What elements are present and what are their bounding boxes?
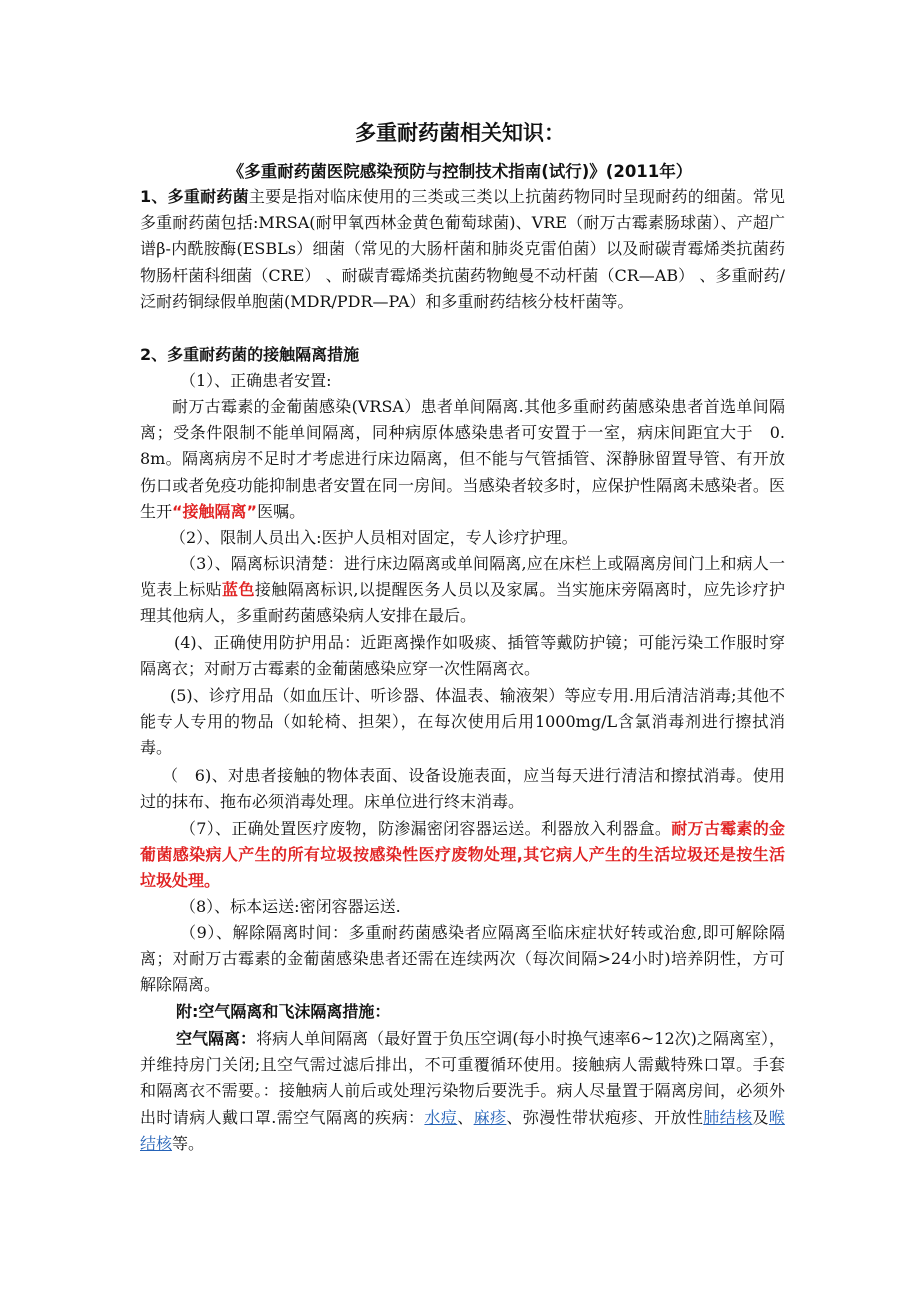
item-5-paragraph: (5)、诊疗用品（如血压计、听诊器、体温表、输液架）等应专用.用后清洁消毒;其他不能专人专用的物品（如轮椅、担架），在每次使用后用1000mg/L含氯消毒剂进行擦拭消毒。 [140,686,785,758]
link-varicella[interactable]: 水痘 [424,1107,458,1127]
item-7-text: （7）、正确处置医疗废物，防渗漏密闭容器运送。利器放入利器盒。 [180,819,672,838]
item-2-paragraph: （2）、限制人员出入:医护人员相对固定，专人诊疗护理。 [170,528,578,547]
item-3-text-end: 接触隔离标识,以提醒医务人员以及家属。当实施床旁隔离时，应先诊疗护理其他病人，多重耐药菌感染病人安排在最后。 [140,580,785,626]
section-2-heading: 2、多重耐药菌的接触隔离措施 [140,345,360,364]
air-isolation-text: 将病人单间隔离（最好置于负压空调(每小时换气速率6~12次)之隔离室），并维持房门关闭;且空气需过滤后排出，不可重覆循环使用。接触病人需戴特殊口罩。手套和隔离衣不需要。：接触病人前后或处理污染物后要洗手。病人尽量置于隔离房间，必须外出时请病人戴口罩.需空气隔离的疾病： [140,1029,785,1127]
separator: 、 [457,1107,474,1127]
air-isolation-end: 等。 [172,1133,205,1153]
conjunction: 及 [752,1107,769,1127]
item-7-paragraph [140,816,785,895]
link-measles[interactable]: 麻疹 [473,1107,507,1127]
air-isolation-text-mid: 、弥漫性带状疱疹、开放性 [506,1107,704,1127]
air-isolation-label: 空气隔离： [176,1029,257,1048]
item-4-paragraph: (4)、正确使用防护用品：近距离操作如吸痰、插管等戴防护镜；可能污染工作服时穿隔离衣；对耐万古霉素的金葡菌感染应穿一次性隔离衣。 [140,633,785,679]
link-laryngeal-tuberculosis[interactable]: 喉结核 [140,1107,785,1153]
item-3-text: （3）、隔离标识清楚：进行床边隔离或单间隔离,应在床栏上或隔离房间门上和病人一览表上标贴 [140,554,785,600]
item-1-highlight: “接触隔离” [172,501,258,521]
item-7-highlight: 耐万古霉素的金葡菌感染病人产生的所有垃圾按感染性医疗废物处理,其它病人产生的生活垃圾还是按生活垃圾处理。 [140,819,785,891]
item-8-paragraph: （8）、标本运送:密闭容器运送. [180,897,401,916]
section-1-paragraph [140,184,785,315]
item-6-paragraph: （ 6)、对患者接触的物体表面、设备设施表面，应当每天进行清洁和擦拭消毒。使用过的抹布、拖布必须消毒处理。床单位进行终末消毒。 [140,766,785,812]
page-title: 多重耐药菌相关知识： [355,121,565,145]
item-9-paragraph: （9）、解除隔离时间：多重耐药菌感染者应隔离至临床症状好转或治愈,即可解除隔离；对耐万古霉素的金葡菌感染患者还需在连续两次（每次间隔>24小时)培养阴性，方可解除隔离。 [140,923,785,995]
item-3-paragraph [140,551,785,630]
link-tuberculosis[interactable]: 肺结核 [703,1107,753,1127]
section-1-heading: 1、多重耐药菌 [140,187,249,206]
item-3-highlight: 蓝色 [222,580,255,600]
item-1-text: 耐万古霉素的金葡菌感染(VRSA）患者单间隔离.其他多重耐药菌感染患者首选单间隔离；受条件限制不能单间隔离，同种病原体感染患者可安置于一室，病床间距宜大于 0. 8m。隔离病房不足时才考虑进行床边隔离，但不能与气管插管、深静脉留置导管、有开放伤口或者免疫功能抑制患者安置在同一房间。当感染者较多时，应保护性隔离未感染者。医生开 [140,397,802,521]
appendix-heading: 附:空气隔离和飞沫隔离措施： [176,1002,391,1021]
page-subtitle: 《多重耐药菌医院感染预防与控制技术指南(试行)》(2011年） [227,162,693,181]
section-1-text: 主要是指对临床使用的三类或三类以上抗菌药物同时呈现耐药的细菌。常见多重耐药菌包括:MRSA(耐甲氧西林金黄色葡萄球菌)、VRE（耐万古霉素肠球菌）、产超广谱β-内酰胺酶(ESBLs）细菌（常见的大肠杆菌和肺炎克雷伯菌）以及耐碳青霉烯类抗菌药物肠杆菌科细菌（CRE） 、耐碳青霉烯类抗菌药物鲍曼不动杆菌（CR—AB） 、多重耐药/泛耐药铜绿假单胞菌(MDR/PDR—PA）和多重耐药结核分枝杆菌等。 [140,187,785,311]
item-1-text-end: 医嘱。 [257,501,306,521]
air-isolation-paragraph [140,1026,785,1157]
item-1-heading: （1）、正确患者安置: [180,371,332,390]
item-1-paragraph [140,394,802,525]
